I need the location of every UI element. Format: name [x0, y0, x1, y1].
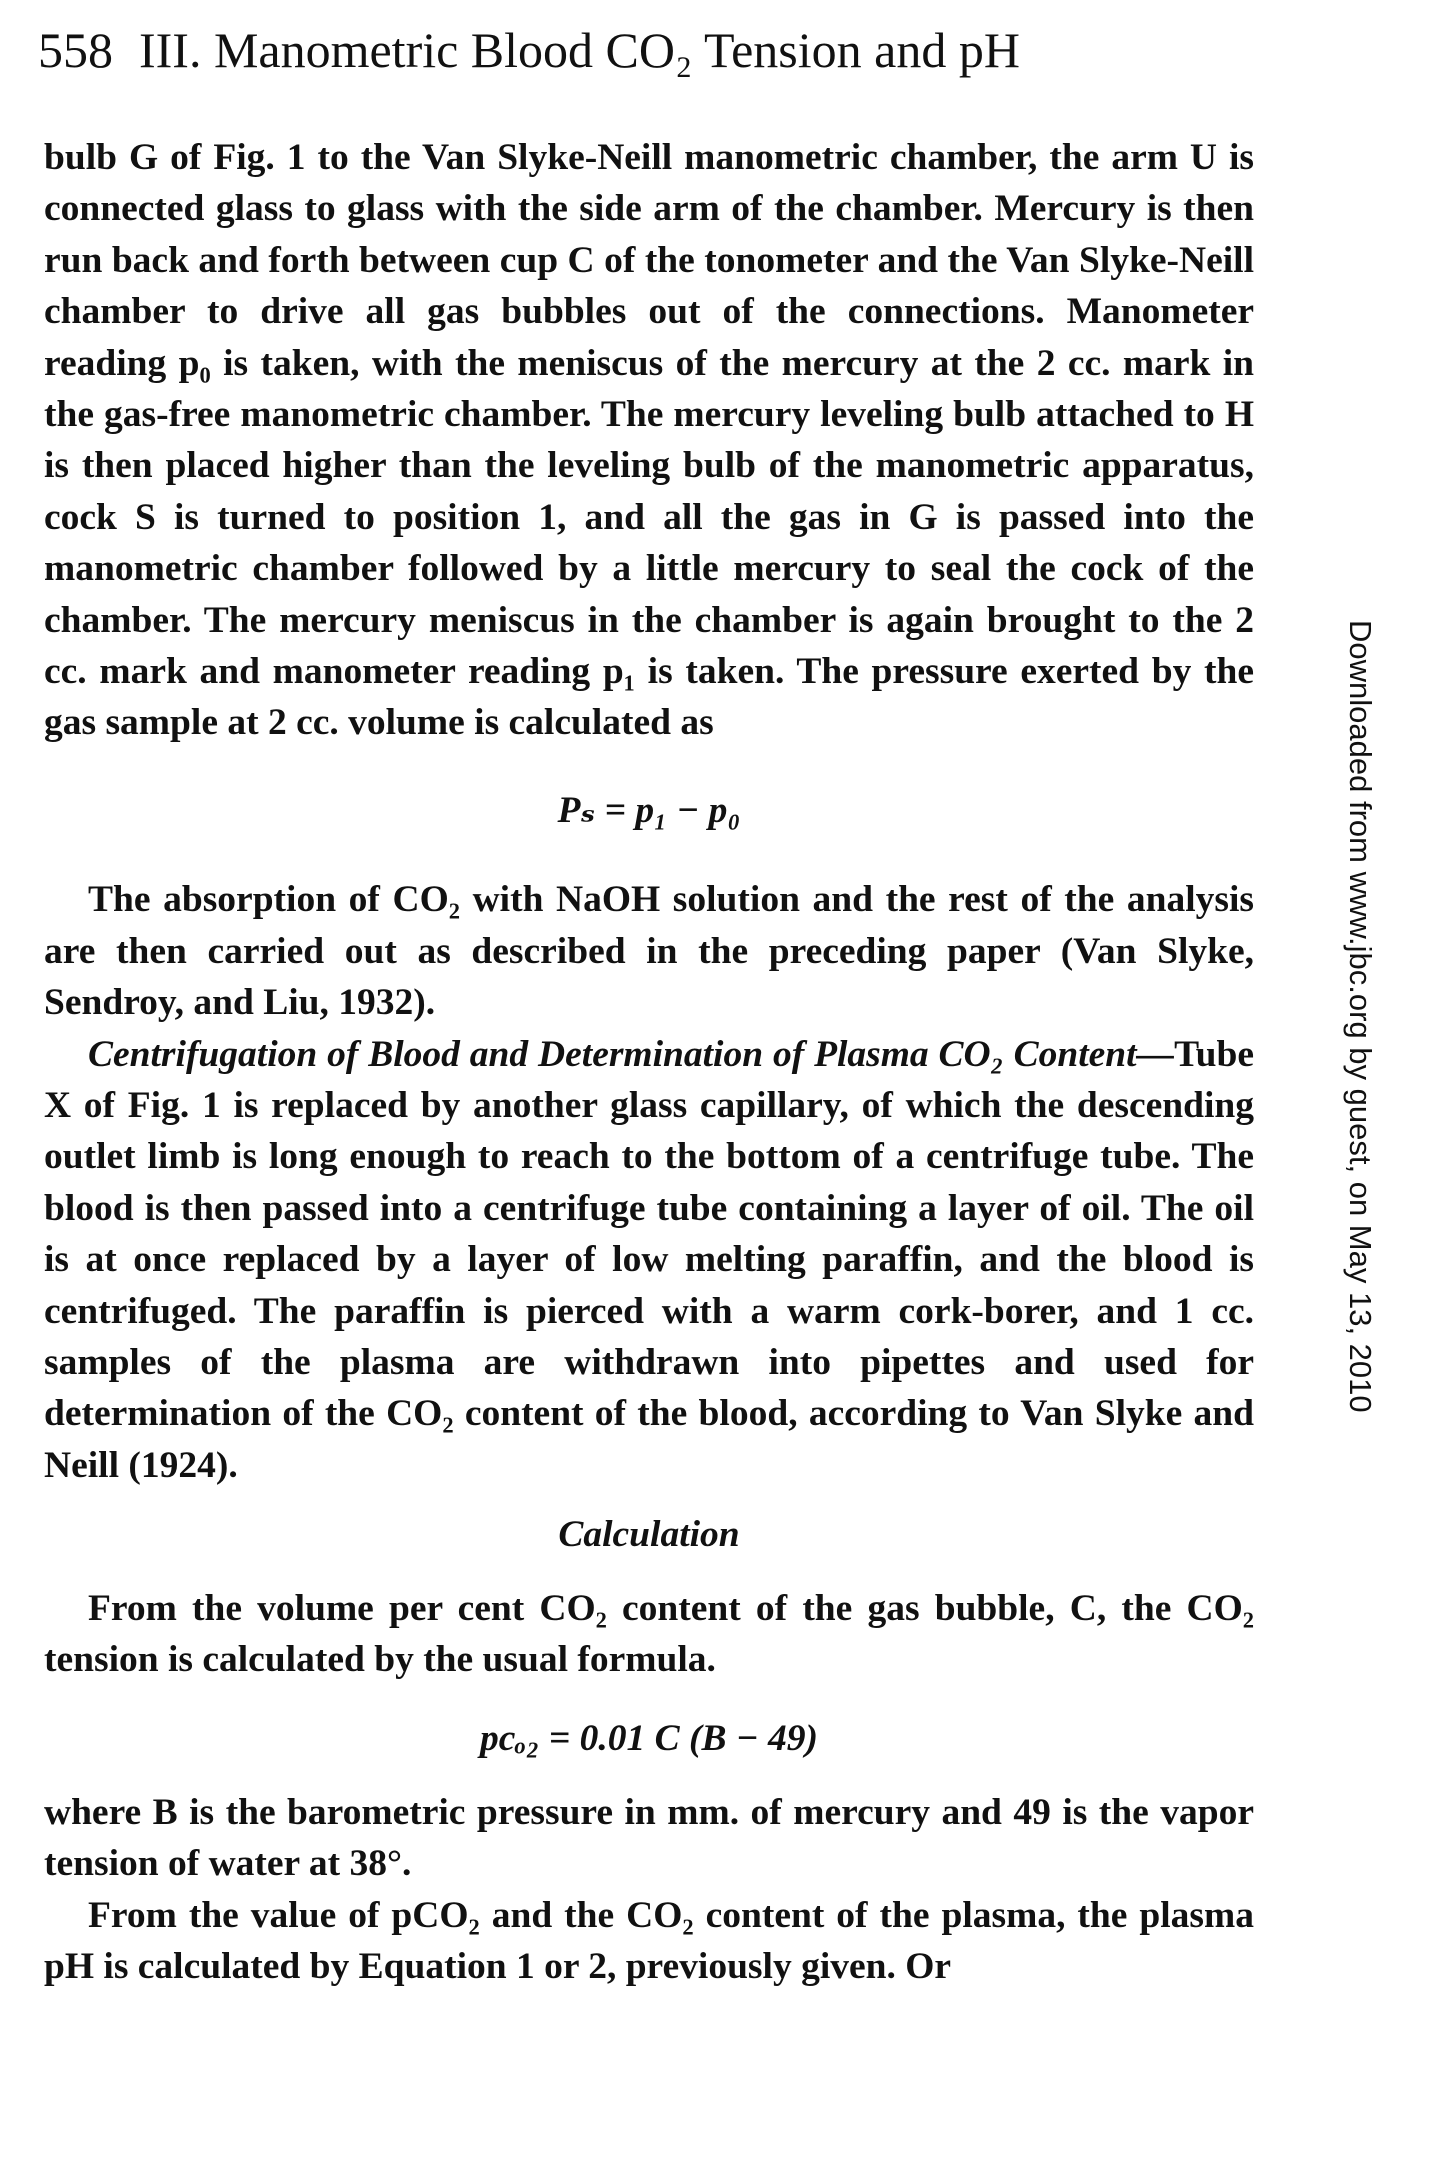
equation-co2-tension: pсₒ₂ = 0.01 C (B − 49) [480, 1718, 818, 1760]
paragraph-chamber-procedure: bulb G of Fig. 1 to the Van Slyke-Neill manometric chamber, the arm U is connected glass to glass with the side arm of the chamber. Mercury is then run back and forth between cup C of the tonometer and the Van Slyke-Neill chamber to drive all gas bubbles out of the connections. Manometer reading p₀ is taken, with the meniscus of the mercury at the 2 cc. mark in the gas-free manometric chamber. The mercury leveling bulb attached to H is then placed higher than the leveling bulb of the manometric apparatus, cock S is turned to position 1, and all the gas in G is passed into the manometric chamber followed by a little mercury to seal the cock of the chamber. The mercury meniscus in the chamber is again brought to the 2 cc. mark and manometer reading p₁ is taken. The pressure exerted by the gas sample at 2 cc. volume is calculated as [44, 137, 1254, 744]
paragraph-centrifugation [44, 1029, 1254, 1492]
body-text [44, 132, 1254, 1992]
paragraph-co2-absorption: The absorption of CO₂ with NaOH solution and the rest of the analysis are then carried out as described in the preceding paper (Van Slyke, Sendroy, and Liu, 1932). [44, 879, 1254, 1024]
page-title: III. Manometric Blood CO₂ Tension and pH [139, 22, 1020, 78]
paragraph-barometric-pressure: where B is the barometric pressure in mm. of mercury and 49 is the vapor tension of water at 38°. [44, 1791, 1254, 1885]
page-number: 558 [38, 22, 113, 78]
paragraph-co2-tension: From the volume per cent CO₂ content of the gas bubble, C, the CO₂ tension is calculated by the usual formula. [44, 1587, 1254, 1680]
download-watermark: Downloaded from www.jbc.org by guest, on May 13, 2010 [1343, 620, 1378, 1413]
page-header [38, 18, 1020, 82]
centrifugation-text: Tube X of Fig. 1 is replaced by another glass capillary, of which the descending outlet limb is long enough to reach to the bottom of a centrifuge tube. The blood is then passed into a centrifuge tube containing a layer of oil. The oil is at once replaced by a layer of low melting paraffin, and the blood is centrifuged. The paraffin is pierced with a warm cork-borer, and 1 cc. samples of the plasma are withdrawn into pipettes and used for determination of the CO₂ content of the blood, according to Van Slyke and Neill (1924). [44, 1033, 1254, 1486]
section-heading-calculation: Calculation [558, 1514, 740, 1556]
equation-sample-pressure: Pₛ = p₁ − p₀ [557, 789, 741, 831]
paragraph-plasma-ph: From the value of pCO₂ and the CO₂ content of the plasma, the plasma pH is calculated by Equation 1 or 2, previously given. Or [44, 1894, 1254, 1987]
centrifugation-heading: Centrifugation of Blood and Determination of Plasma CO₂ Content— [88, 1033, 1175, 1075]
